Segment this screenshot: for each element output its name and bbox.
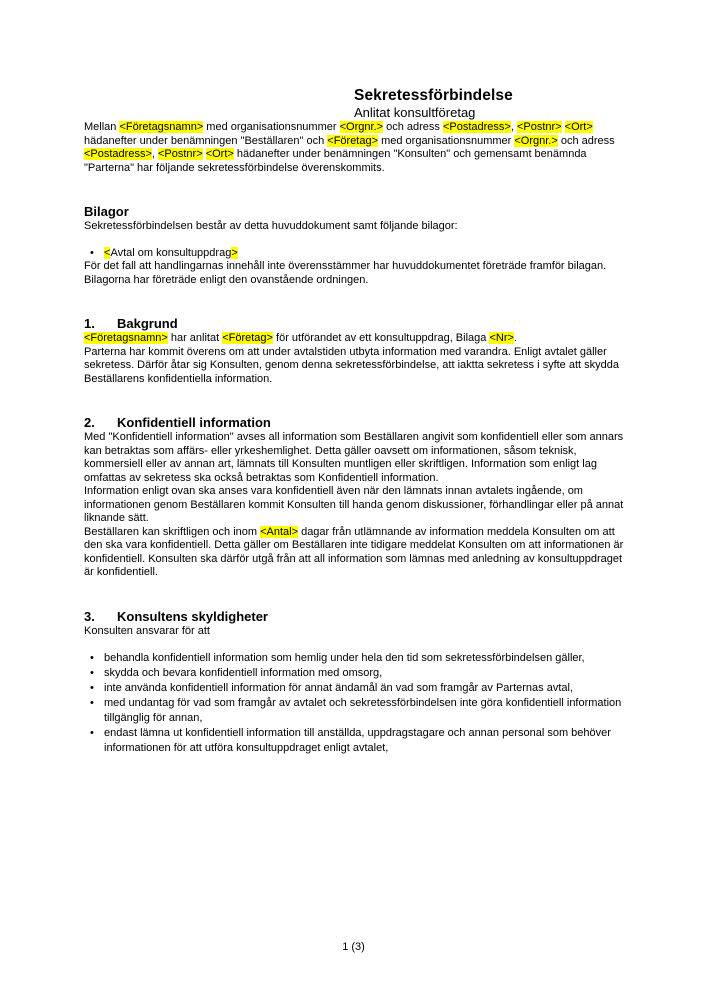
placeholder-highlight: <Postnr> <box>158 148 203 160</box>
placeholder-highlight: <Ort> <box>564 121 593 133</box>
section-3-heading <box>84 609 625 625</box>
text-run: , <box>151 148 158 160</box>
text-run: . <box>513 332 517 344</box>
list-item: • skydda och bevara konfidentiell information med omsorg, <box>84 666 625 681</box>
section-2-paragraph <box>84 431 625 485</box>
section-3-title: Konsultens skyldigheter <box>117 608 268 624</box>
section-2-number: 2. <box>84 415 95 430</box>
placeholder-highlight: < <box>104 246 111 259</box>
text-run: för utförandet av ett konsultuppdrag, Bilaga <box>272 332 490 344</box>
placeholder-highlight: <Postadress> <box>442 121 511 133</box>
text-run: Mellan <box>84 121 120 133</box>
text-run: Parterna har kommit överens om att under avtalstiden utbyta information med varandra. Enligt avtalet gäller sekretess. Därför åtar sig Konsulten, genom denna sekretessförbindelse, att iaktta sekretess i syfte att skydda Beställarens konfidentiella information. <box>84 345 619 385</box>
bilagor-bullet-text <box>104 247 238 259</box>
placeholder-highlight: <Orgnr.> <box>339 121 384 133</box>
bilagor-note: För det fall att handlingarnas innehåll inte överensstämmer har huvuddokumentet företräde framför bilagan. Bilagorna har företräde enligt den ovanstående ordningen. <box>84 260 607 286</box>
section-2-paragraph <box>84 526 625 580</box>
section-1-paragraph <box>84 346 625 387</box>
bilagor-lead: Sekretessförbindelsen består av detta huvuddokument samt följande bilagor: <box>84 220 458 232</box>
text-run: Avtal om konsultuppdrag <box>110 246 232 259</box>
section-1-title: Bakgrund <box>117 316 178 331</box>
document-content <box>84 0 625 756</box>
placeholder-highlight: <Nr> <box>489 332 514 344</box>
placeholder-highlight: <Postadress> <box>84 148 152 160</box>
section-1-heading <box>84 316 625 332</box>
list-item: • med undantag för vad som framgår av avtalet och sekretessförbindelsen inte göra konfidentiell information tillgänglig för annan, <box>84 696 625 726</box>
text-run: Med "Konfidentiell information" avses all information som Beställaren angivit som konfidentiell eller som annars kan betraktas som affärs- eller yrkeshemlighet. Detta gäller oavsett om informationen, såsom teknisk, kommersiell eller av annan art, lämnats till Konsulten muntligen eller skriftligen. Information som enligt lag omfattas av sekretess ska också betraktas som Konfidentiell information. <box>84 431 624 484</box>
text-run: hädanefter under benämningen "Beställaren" och <box>84 134 328 147</box>
placeholder-highlight: <Antal> <box>260 525 299 538</box>
list-item: • behandla konfidentiell information som hemlig under hela den tid som sekretessförbindelsen gäller, <box>84 651 625 666</box>
text-run: dagar från utlämnande av information meddela Konsulten om att den ska vara konfidentiell. Detta gäller om Beställaren inte tidigare meddelat Konsulten om att informationen är konfidentiell. Konsulten ska därför utgå från att all information som lämnas med anledning av konsultuppdraget är konfidentiell. <box>84 525 624 578</box>
page-number: 1 (3) <box>342 941 365 953</box>
text-run: har anlitat <box>167 332 223 344</box>
bilagor-heading: Bilagor <box>84 204 129 219</box>
section-1-number: 1. <box>84 316 95 331</box>
placeholder-highlight: <Postnr> <box>516 121 562 133</box>
text-run: och adress <box>383 121 443 133</box>
text-run: , <box>510 121 517 133</box>
section-2-title: Konfidentiell information <box>117 415 271 430</box>
section-3-lead: Konsulten ansvarar för att <box>84 624 210 637</box>
text-run: och adress <box>557 134 615 147</box>
placeholder-highlight: <Företagsnamn> <box>119 121 204 133</box>
section-3-number: 3. <box>84 608 95 624</box>
intro-paragraph <box>84 121 625 175</box>
text-run: Information enligt ovan ska anses vara konfidentiell även när den lämnats innan avtalets ingående, om informationen genom Beställaren kommit Konsulten till handa genom diskussioner, förhandlingar eller på annat liknande sätt. <box>84 485 624 524</box>
section-2-paragraph <box>84 485 625 526</box>
document-subtitle: Anlitat konsultföretag <box>354 105 476 120</box>
placeholder-highlight: <Företag> <box>327 134 379 147</box>
list-item: • inte använda konfidentiell information för annat ändamål än vad som framgår av Parternas avtal, <box>84 681 625 696</box>
section-1-paragraph <box>84 332 625 346</box>
list-item <box>84 247 625 261</box>
placeholder-highlight: <Företag> <box>222 332 273 344</box>
bilagor-list <box>84 247 625 261</box>
text-run: hädanefter under benämningen "Konsulten" och gemensamt benämnda "Parterna" har följande sekretessförbindelse överenskommits. <box>84 148 587 174</box>
placeholder-highlight: > <box>231 246 238 259</box>
text-run: med organisationsnummer <box>378 134 515 147</box>
text-run: Beställaren kan skriftligen och inom <box>84 525 261 538</box>
section-2-heading <box>84 415 625 431</box>
title-block <box>354 0 625 121</box>
text-run: med organisationsnummer <box>203 121 340 133</box>
section-3-list <box>84 651 625 756</box>
document-title: Sekretessförbindelse <box>354 87 513 104</box>
placeholder-highlight: <Företagsnamn> <box>84 332 168 344</box>
placeholder-highlight: <Ort> <box>205 148 234 160</box>
list-item: • endast lämna ut konfidentiell information till anställda, uppdragstagare och annan personal som behöver informationen för att utföra konsultuppdraget enligt avtalet, <box>84 726 625 756</box>
placeholder-highlight: <Orgnr.> <box>514 134 558 147</box>
